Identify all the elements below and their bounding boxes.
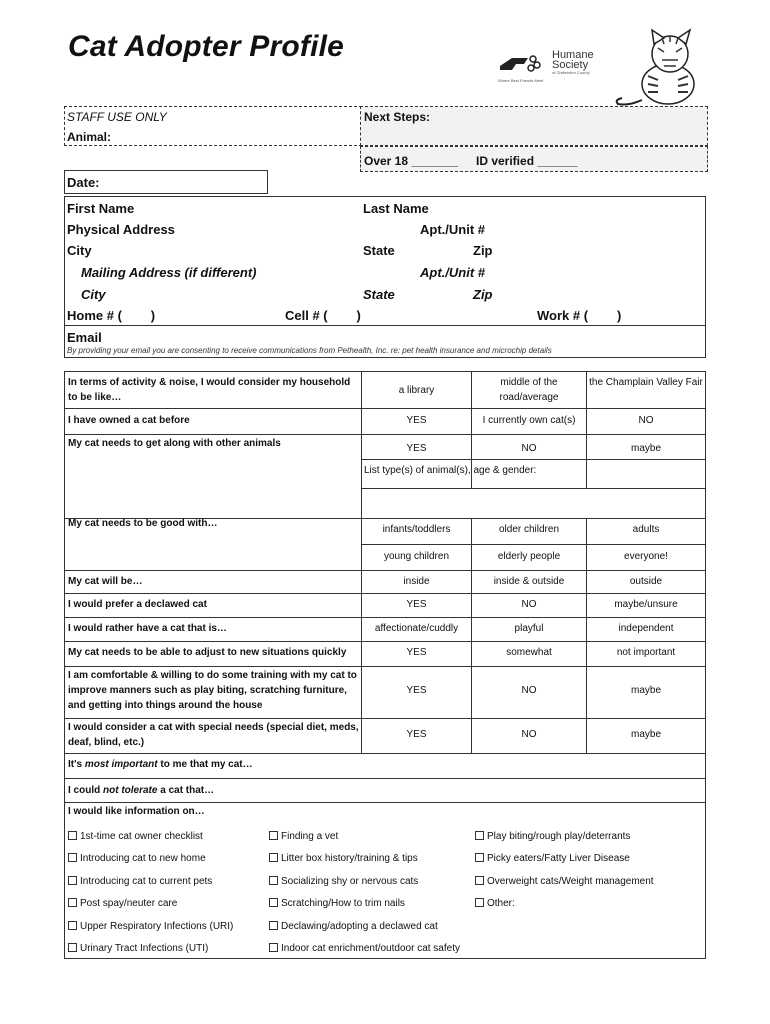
info-label: Scratching/How to trim nails [281,898,405,909]
info-label: Urinary Tract Infections (UTI) [80,943,209,954]
checkbox-icon[interactable] [68,853,77,862]
question-other-animals: My cat needs to get along with other animals [68,438,281,449]
id-verified-field: ID verified ______ [476,154,578,168]
checkbox-icon[interactable] [475,898,484,907]
staff-use-label: STAFF USE ONLY [67,110,167,124]
checkbox-icon[interactable] [475,876,484,885]
info-checkbox[interactable] [475,876,654,887]
info-checkbox[interactable] [269,921,438,932]
next-steps-box[interactable] [360,106,708,146]
info-label: Play biting/rough play/deterrants [487,831,631,842]
question-rather-have: I would rather have a cat that is… [68,623,227,634]
option-playful[interactable]: playful [514,623,544,634]
contact-info-section [64,196,706,358]
option-affectionate[interactable]: affectionate/cuddly [374,623,459,634]
animal-label: Animal: [67,130,112,144]
email-field[interactable]: Email [67,330,102,345]
info-label: 1st-time cat owner checklist [80,831,203,842]
row-divider [65,434,705,435]
option-maybe-unsure[interactable]: maybe/unsure [614,599,678,610]
checkbox-icon[interactable] [475,831,484,840]
row-divider [65,408,705,409]
info-label: Overweight cats/Weight management [487,876,654,887]
important-emphasis: most important [84,759,158,770]
info-checkbox[interactable] [269,876,418,887]
info-checkbox[interactable] [475,831,630,842]
city-field[interactable]: City [67,243,92,258]
checkbox-icon[interactable] [269,943,278,952]
info-checkbox[interactable] [269,853,418,864]
option-no[interactable]: NO [521,599,537,610]
info-label: Post spay/neuter care [80,898,178,909]
row-divider [65,641,705,642]
checkbox-icon[interactable] [68,943,77,952]
option-inside[interactable]: inside [403,576,430,587]
checkbox-icon[interactable] [68,831,77,840]
info-checkbox[interactable] [68,831,203,842]
preferences-table [64,371,706,959]
row-divider [361,488,705,489]
info-checkbox[interactable] [269,898,405,909]
info-label: Upper Respiratory Infections (URI) [80,921,234,932]
over-18-field: Over 18 _______ [364,154,459,168]
cell-phone-field[interactable]: Cell # ( ) [285,308,361,323]
logo-line1: Humane [552,49,594,61]
not-tolerate-field[interactable] [68,783,214,798]
option-no[interactable]: NO [521,443,537,454]
state-field[interactable]: State [363,243,395,258]
option-middle[interactable]: middle of the road/average [499,377,559,403]
info-label: Socializing shy or nervous cats [281,876,419,887]
staff-use-box [64,106,362,146]
animal-list-field[interactable]: List type(s) of animal(s), age & gender: [364,465,537,476]
divider [65,325,705,326]
important-prefix: It's [68,759,85,770]
option-yes[interactable]: YES [406,415,427,426]
checkbox-icon[interactable] [68,898,77,907]
row-divider [65,570,705,571]
option-champlain-fair[interactable]: the Champlain Valley Fair [589,377,703,388]
row-divider [65,802,705,803]
row-divider [361,459,705,460]
page-title: Cat Adopter Profile [68,30,345,63]
info-checkbox[interactable] [68,898,177,909]
info-label: Indoor cat enrichment/outdoor cat safety [281,943,460,954]
zip-field[interactable]: Zip [473,243,493,258]
option-somewhat[interactable]: somewhat [506,647,552,658]
tolerate-prefix: I could [68,785,103,796]
checkbox-icon[interactable] [269,853,278,862]
info-label: Introducing cat to current pets [80,876,213,887]
home-phone-field[interactable]: Home # ( ) [67,308,156,323]
option-yes[interactable]: YES [406,647,427,658]
question-training: I am comfortable & willing to do some training with my cat to improve manners such as play biting, scratching furniture, and getting into things around the house [68,670,357,711]
info-checkbox[interactable] [68,853,206,864]
mailing-address-field[interactable]: Mailing Address (if different) [81,265,257,280]
option-older-children[interactable]: older children [498,524,560,535]
cat-illustration-icon [612,28,708,106]
option-everyone[interactable]: everyone! [624,551,668,562]
mailing-apt-unit-field[interactable]: Apt./Unit # [420,265,485,280]
info-label: Finding a vet [281,831,339,842]
logo-tagline: Where Best Friends Meet [498,78,544,83]
option-yes[interactable]: YES [406,685,427,696]
info-checkbox[interactable] [475,898,515,909]
mailing-city-field[interactable]: City [81,287,106,302]
logo-line2: Society [552,59,589,71]
option-infants[interactable]: infants/toddlers [382,524,451,535]
date-label: Date: [67,175,100,190]
info-checkbox[interactable] [68,921,233,932]
question-will-be: My cat will be… [68,576,143,587]
option-maybe[interactable]: maybe [630,443,661,454]
option-no[interactable]: NO [521,685,537,696]
next-steps-label: Next Steps: [364,110,431,124]
info-label: Litter box history/training & tips [281,853,418,864]
option-no[interactable]: NO [521,729,537,740]
checkbox-icon[interactable] [269,921,278,930]
verification-box[interactable] [360,146,708,172]
tolerate-emphasis: not tolerate [103,785,158,796]
info-label: Declawing/adopting a declawed cat [281,921,438,932]
date-field[interactable] [64,170,268,194]
checkbox-icon[interactable] [269,831,278,840]
option-young-children[interactable]: young children [383,551,450,562]
checkbox-icon[interactable] [269,898,278,907]
question-declawed: I would prefer a declawed cat [68,599,207,610]
checkbox-icon[interactable] [68,876,77,885]
logo-line3: of Chittenden County [552,70,590,75]
consent-note: By providing your email you are consenting to receive communications from Pethealth, Inc. re: pet health insurance and microchip details [67,346,552,355]
info-label: Introducing cat to new home [80,853,206,864]
row-divider [65,593,705,594]
option-independent[interactable]: independent [618,623,674,634]
info-header: I would like information on… [68,806,205,817]
question-owned-cat: I have owned a cat before [68,415,190,426]
physical-address-field[interactable]: Physical Address [67,222,175,237]
mailing-state-field[interactable]: State [363,287,395,302]
option-yes[interactable]: YES [406,599,427,610]
row-divider [65,753,705,754]
option-library[interactable]: a library [398,385,435,396]
mailing-zip-field[interactable]: Zip [473,287,493,302]
info-label: Other: [487,898,515,909]
apt-unit-field[interactable]: Apt./Unit # [420,222,485,237]
checkbox-icon[interactable] [475,853,484,862]
option-inside-outside[interactable]: inside & outside [493,576,565,587]
option-adults[interactable]: adults [632,524,660,535]
question-activity: In terms of activity & noise, I would consider my household to be like… [68,377,351,403]
option-not-important[interactable]: not important [616,647,676,658]
question-good-with: My cat needs to be good with… [68,518,218,529]
humane-society-logo [498,48,608,84]
option-no[interactable]: NO [638,415,654,426]
option-maybe[interactable]: maybe [630,685,661,696]
option-outside[interactable]: outside [629,576,663,587]
checkbox-icon[interactable] [269,876,278,885]
option-yes[interactable]: YES [406,729,427,740]
option-yes[interactable]: YES [406,443,427,454]
first-name-field[interactable]: First Name [67,201,135,216]
row-divider [65,617,705,618]
info-checkbox[interactable] [475,853,630,864]
most-important-field[interactable] [68,757,253,772]
option-maybe[interactable]: maybe [630,729,661,740]
work-phone-field[interactable]: Work # ( ) [537,308,622,323]
info-checkbox[interactable] [269,831,338,842]
row-divider [65,666,705,667]
row-divider [361,544,705,545]
row-divider [65,778,705,779]
hand-paw-icon [498,52,542,74]
tolerate-suffix: a cat that… [157,785,215,796]
info-label: Picky eaters/Fatty Liver Disease [487,853,630,864]
important-suffix: to me that my cat… [157,759,253,770]
question-adjust: My cat needs to be able to adjust to new situations quickly [68,647,347,658]
info-checkbox[interactable] [269,943,460,954]
checkbox-icon[interactable] [68,921,77,930]
info-checkbox[interactable] [68,943,208,954]
question-special-needs: I would consider a cat with special needs (special diet, meds, deaf, blind, etc.) [68,722,359,748]
last-name-field[interactable]: Last Name [363,201,429,216]
option-currently-own[interactable]: I currently own cat(s) [482,415,576,426]
option-elderly[interactable]: elderly people [497,551,561,562]
info-checkbox[interactable] [68,876,212,887]
row-divider [65,718,705,719]
